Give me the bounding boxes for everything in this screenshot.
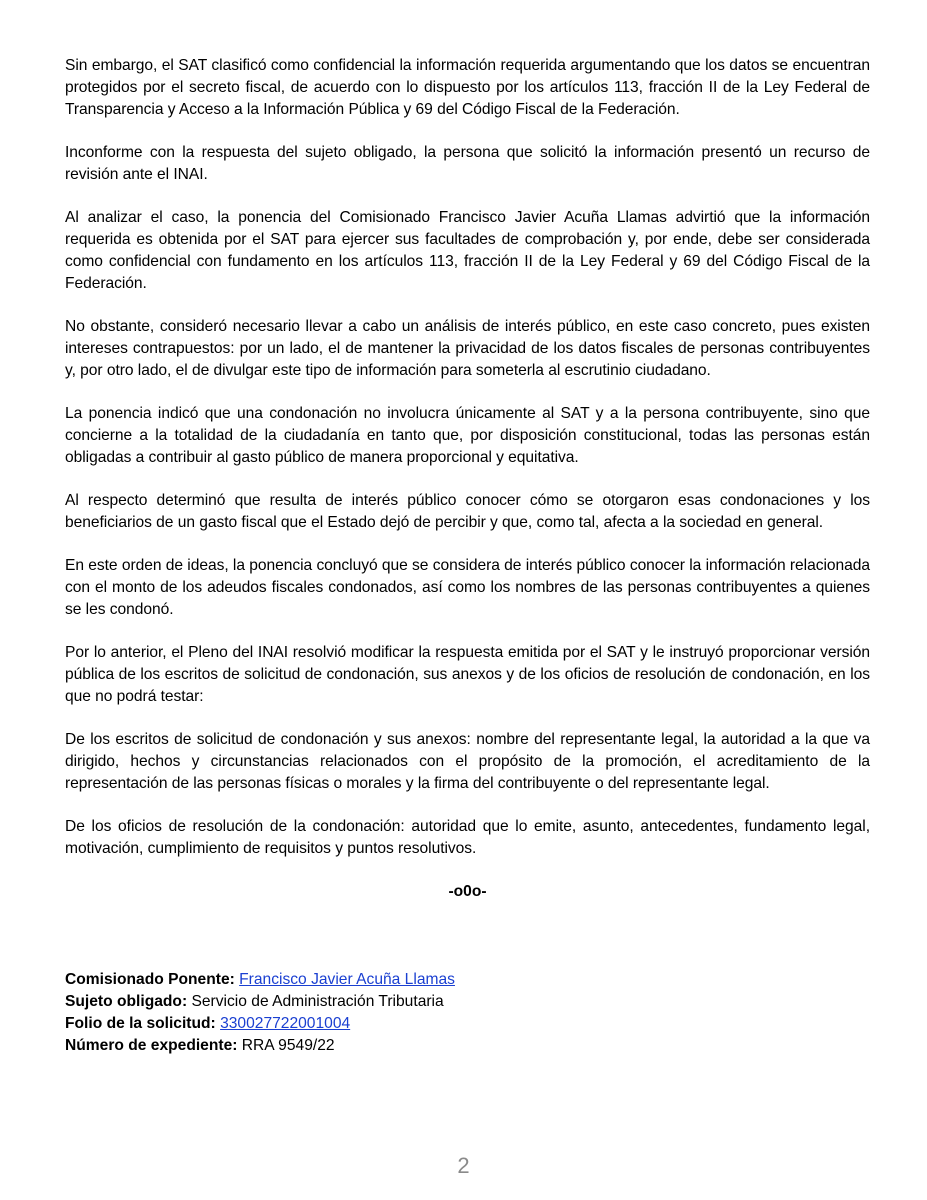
paragraph-request-documents: De los escritos de solicitud de condonación y sus anexos: nombre del representante legal, la autoridad a la que va dirigido, hechos y circunstancias relacionados con el propósito de la promoción, el acreditamiento de la representación de las personas físicas o morales y la firma del contribuyente o del representante legal.: [65, 731, 870, 792]
paragraph-public-interest: No obstante, consideró necesario llevar a cabo un análisis de interés público, en este caso concreto, pues existen intereses contrapuestos: por un lado, el de mantener la privacidad de los datos fiscales de personas contribuyentes y, por otro lado, el de divulgar este tipo de información para someterla al escrutinio ciudadano.: [65, 318, 870, 379]
paragraph-conclusion: En este orden de ideas, la ponencia concluyó que se considera de interés público conocer la información relacionada con el monto de los adeudos fiscales condonados, así como los nombres de las personas contribuyentes a quienes se les condonó.: [65, 557, 870, 618]
section-separator: -o0o-: [448, 883, 487, 900]
paragraph-resolution: Por lo anterior, el Pleno del INAI resolvió modificar la respuesta emitida por el SAT y le instruyó proporcionar versión pública de los escritos de solicitud de condonación, sus anexos y de los oficios de resolución de condonación, en los que no podrá testar:: [65, 644, 870, 705]
meta-row-folio: [65, 1013, 870, 1035]
sujeto-value: Servicio de Administración Tributaria: [191, 993, 444, 1010]
document-body: [65, 55, 870, 903]
paragraph-determination: Al respecto determinó que resulta de interés público conocer cómo se otorgaron esas condonaciones y los beneficiarios de un gasto fiscal que el Estado dejó de percibir y que, como tal, afecta a la sociedad en general.: [65, 492, 870, 531]
meta-row-expediente: [65, 1035, 870, 1057]
folio-link[interactable]: 330027722001004: [220, 1015, 351, 1032]
sujeto-label: Sujeto obligado:: [65, 993, 192, 1010]
ponente-label: Comisionado Ponente:: [65, 971, 240, 988]
paragraph-resolution-documents: De los oficios de resolución de la condonación: autoridad que lo emite, asunto, antecedentes, fundamento legal, motivación, cumplimiento de requisitos y puntos resolutivos.: [65, 818, 870, 857]
meta-row-sujeto: [65, 991, 870, 1013]
paragraph-appeal: Inconforme con la respuesta del sujeto obligado, la persona que solicitó la información presentó un recurso de revisión ante el INAI.: [65, 144, 870, 183]
expediente-value: RRA 9549/22: [241, 1037, 335, 1054]
case-metadata: [65, 969, 870, 1057]
paragraph-case-analysis: Al analizar el caso, la ponencia del Comisionado Francisco Javier Acuña Llamas advirtió que la información requerida es obtenida por el SAT para ejercer sus facultades de comprobación y, por ende, debe ser considerada como confidencial con fundamento en los artículos 113, fracción II de la Ley Federal y 69 del Código Fiscal de la Federación.: [65, 209, 870, 292]
paragraph-condonation-scope: La ponencia indicó que una condonación no involucra únicamente al SAT y a la persona contribuyente, sino que concierne a la totalidad de la ciudadanía en tanto que, por disposición constitucional, todas las personas están obligadas a contribuir al gasto público de manera proporcional y equitativa.: [65, 405, 870, 466]
meta-row-ponente: [65, 969, 870, 991]
page-number: 2: [457, 1153, 470, 1178]
paragraph-sat-confidential: Sin embargo, el SAT clasificó como confidencial la información requerida argumentando que los datos se encuentran protegidos por el secreto fiscal, de acuerdo con lo dispuesto por los artículos 113, fracción II de la Ley Federal de Transparencia y Acceso a la Información Pública y 69 del Código Fiscal de la Federación.: [65, 57, 870, 118]
expediente-label: Número de expediente:: [65, 1037, 242, 1054]
ponente-link[interactable]: Francisco Javier Acuña Llamas: [239, 971, 455, 988]
folio-label: Folio de la solicitud:: [65, 1015, 221, 1032]
